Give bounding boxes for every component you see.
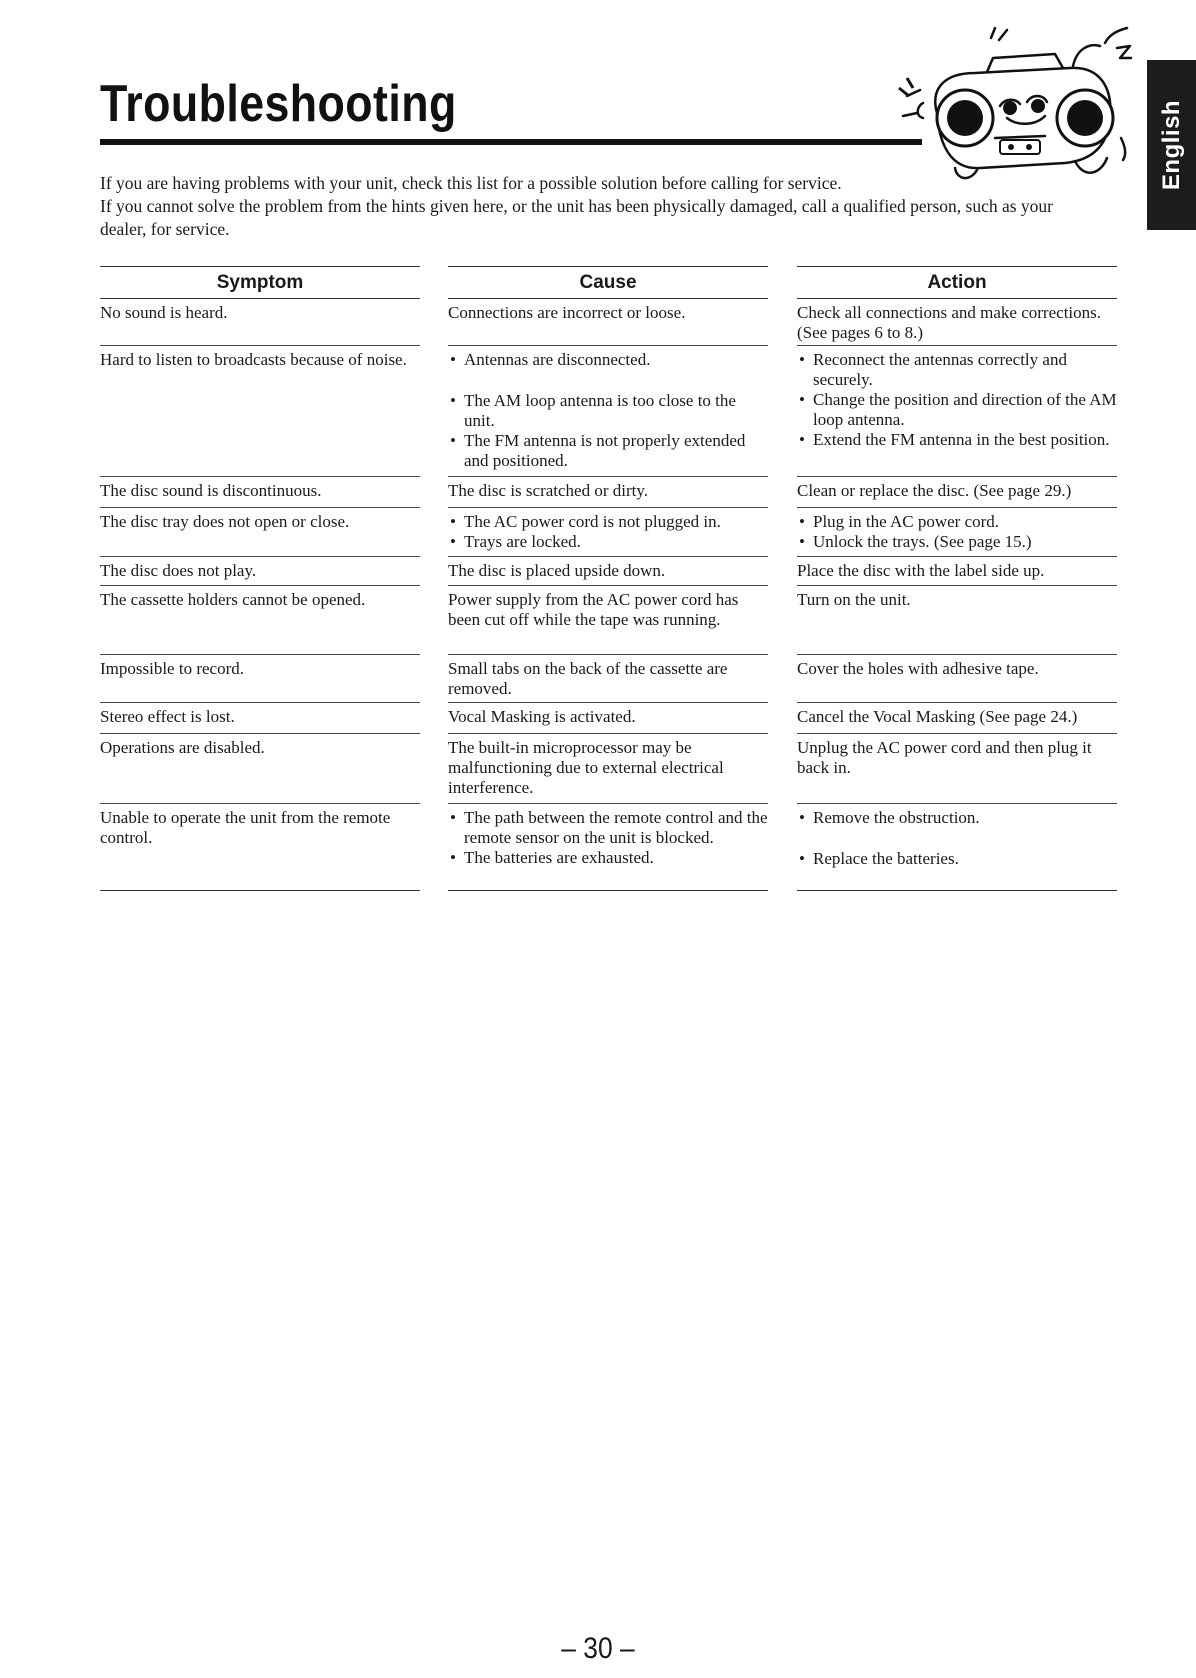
action-bullet: • Change the position and direction of the AM loop antenna. xyxy=(797,390,1117,430)
action-column xyxy=(797,266,1117,868)
action-text: Clean or replace the disc. (See page 29.) xyxy=(797,481,1072,500)
cause-cell xyxy=(448,703,768,734)
boombox-mascot-illustration xyxy=(895,18,1135,188)
cause-bullet: • The batteries are exhausted. xyxy=(448,848,768,868)
action-bullet: • Replace the batteries. xyxy=(797,849,1117,869)
cause-cell xyxy=(448,655,768,703)
cause-bullet: • The AC power cord is not plugged in. xyxy=(448,512,768,532)
intro-line-2: If you cannot solve the problem from the hints given here, or the unit has been physically damaged, call a qualified person, such as your dealer, for service. xyxy=(100,196,1053,239)
cause-text: Connections are incorrect or loose. xyxy=(448,303,686,322)
cause-column xyxy=(448,266,768,867)
action-text: Check all connections and make corrections. (See pages 6 to 8.) xyxy=(797,303,1101,342)
action-text: Cancel the Vocal Masking (See page 24.) xyxy=(797,707,1078,726)
cause-cell xyxy=(448,508,768,557)
symptom-cell: The cassette holders cannot be opened. xyxy=(100,586,420,655)
cause-cell xyxy=(448,804,768,890)
intro-line-1: If you are having problems with your unit, check this list for a possible solution before calling for service. xyxy=(100,173,842,193)
action-text: Turn on the unit. xyxy=(797,590,911,609)
action-bullet: • Remove the obstruction. xyxy=(797,808,1117,828)
page-title: Troubleshooting xyxy=(100,75,457,133)
cause-bullet: • Trays are locked. xyxy=(448,532,768,552)
action-cell xyxy=(797,508,1117,557)
symptom-column xyxy=(100,266,420,847)
cause-text: The disc is placed upside down. xyxy=(448,561,666,580)
symptom-cell: The disc tray does not open or close. xyxy=(100,508,420,557)
cause-bullet: • The AM loop antenna is too close to the unit. xyxy=(448,391,768,431)
action-cell xyxy=(797,346,1117,477)
action-end-rule xyxy=(797,890,1117,891)
cause-text: The disc is scratched or dirty. xyxy=(448,481,648,500)
page-number: – 30 – xyxy=(561,1632,635,1665)
action-text: Unplug the AC power cord and then plug it back in. xyxy=(797,738,1092,777)
symptom-cell: Hard to listen to broadcasts because of noise. xyxy=(100,346,420,477)
action-bullet: • Reconnect the antennas correctly and securely. xyxy=(797,350,1117,390)
language-tab-label: English xyxy=(1157,99,1185,191)
title-underline xyxy=(100,139,922,145)
intro-text xyxy=(100,172,1100,241)
cause-cell xyxy=(448,477,768,508)
cause-text: Vocal Masking is activated. xyxy=(448,707,636,726)
cause-bullet: • The path between the remote control and the remote sensor on the unit is blocked. xyxy=(448,808,768,848)
action-cell xyxy=(797,557,1117,586)
symptom-cell: The disc does not play. xyxy=(100,557,420,586)
symptom-cell: Operations are disabled. xyxy=(100,734,420,804)
symptom-cell: Unable to operate the unit from the remote control. xyxy=(100,808,391,847)
symptom-cell: No sound is heard. xyxy=(100,299,420,346)
cause-cell xyxy=(448,586,768,655)
action-cell xyxy=(797,703,1117,734)
action-cell xyxy=(797,477,1117,508)
action-text: Cover the holes with adhesive tape. xyxy=(797,659,1039,678)
cause-text: Small tabs on the back of the cassette are removed. xyxy=(448,659,728,698)
symptom-cell: Impossible to record. xyxy=(100,655,420,703)
action-cell xyxy=(797,299,1117,346)
symptom-header: Symptom xyxy=(100,266,420,299)
cause-header: Cause xyxy=(448,266,768,299)
cause-text: Power supply from the AC power cord has been cut off while the tape was running. xyxy=(448,590,739,629)
cause-bullet: • Antennas are disconnected. xyxy=(448,350,768,370)
cause-end-rule xyxy=(448,890,768,891)
action-bullet: • Plug in the AC power cord. xyxy=(797,512,1117,532)
action-bullet: • Extend the FM antenna in the best position. xyxy=(797,430,1117,450)
action-header: Action xyxy=(797,266,1117,299)
cause-cell xyxy=(448,299,768,346)
cause-cell xyxy=(448,346,768,477)
action-cell xyxy=(797,734,1117,804)
symptom-cell: Stereo effect is lost. xyxy=(100,703,420,734)
action-bullet: • Unlock the trays. (See page 15.) xyxy=(797,532,1117,552)
action-text: Place the disc with the label side up. xyxy=(797,561,1045,580)
cause-cell xyxy=(448,557,768,586)
symptom-end-rule xyxy=(100,890,420,891)
action-cell xyxy=(797,655,1117,703)
cause-bullet: • The FM antenna is not properly extended and positioned. xyxy=(448,431,768,471)
cause-text: The built-in microprocessor may be malfunctioning due to external electrical interference. xyxy=(448,738,724,797)
cause-cell xyxy=(448,734,768,804)
symptom-cell: The disc sound is discontinuous. xyxy=(100,477,420,508)
action-cell xyxy=(797,804,1117,890)
language-tab xyxy=(1147,60,1196,230)
action-cell xyxy=(797,586,1117,655)
